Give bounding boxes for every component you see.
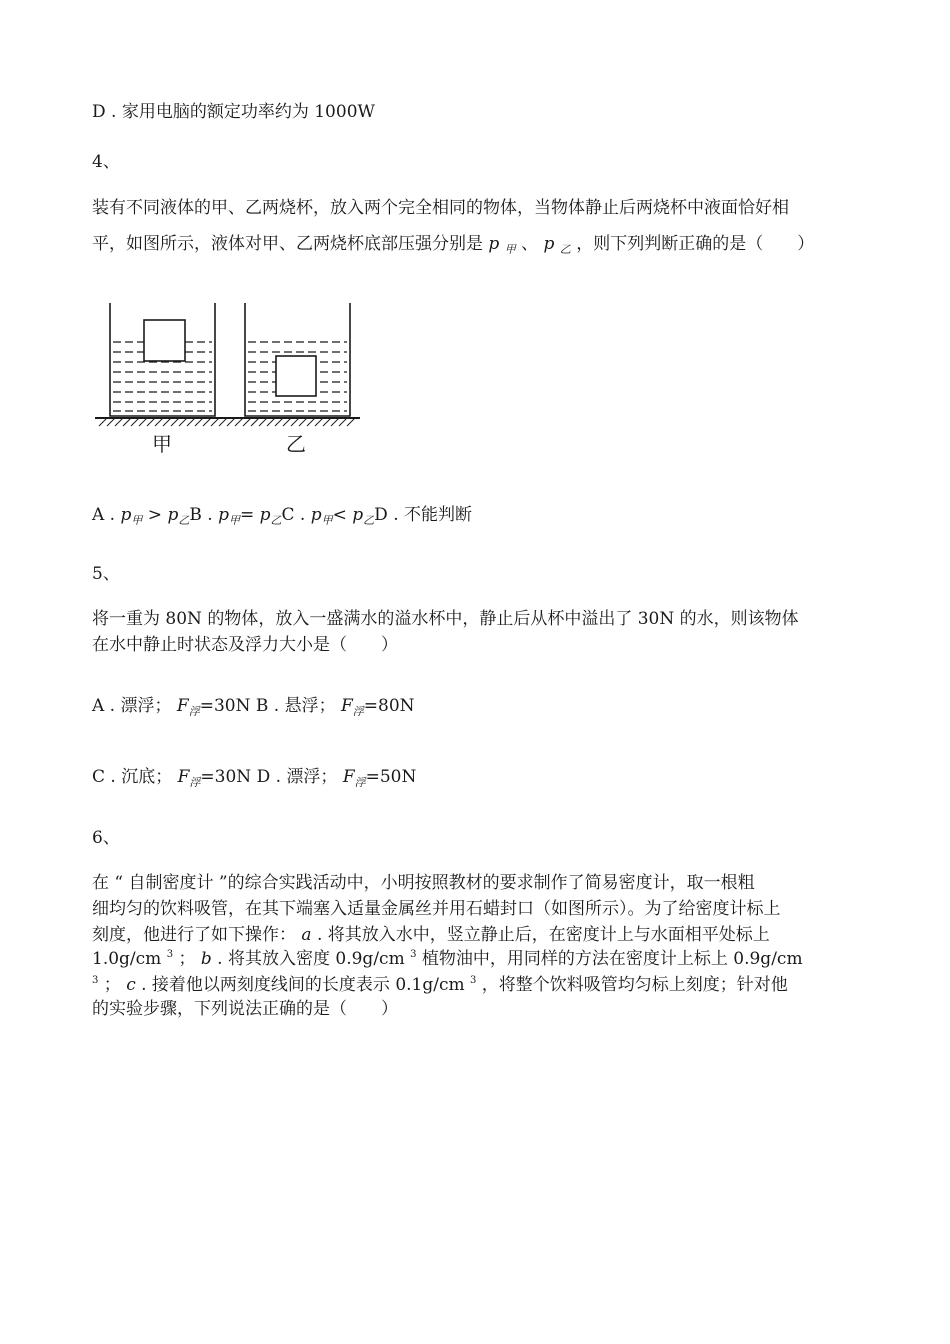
option-b-label: B .: [189, 505, 219, 525]
q5-options-ab: [92, 694, 415, 720]
option-a-label: A .: [92, 505, 121, 525]
pressure-symbol: p: [259, 505, 271, 525]
step-a-marker: a: [301, 925, 312, 945]
q5-stem-line-2: 在水中静止时状态及浮力大小是（ ）: [92, 635, 398, 655]
q5-options-cd: [92, 765, 416, 791]
superscript-3: 3: [410, 949, 417, 960]
option-c-label: C .: [281, 505, 311, 525]
relation-gt: >: [147, 505, 168, 525]
force-symbol: F: [342, 767, 355, 787]
q6-text: ；: [98, 975, 127, 995]
option-c-label: C . 沉底；: [92, 767, 178, 787]
label-yi: 乙: [286, 432, 306, 456]
superscript-3: 3: [166, 949, 174, 960]
option-a-label: A . 漂浮；: [92, 696, 177, 716]
q6-text: . 将其放入密度 0.9g/cm: [211, 949, 411, 969]
q6-line-5: [92, 973, 788, 1000]
q6-text: ；: [173, 949, 201, 969]
superscript-3: 3: [92, 975, 99, 986]
q6-line-3: [92, 923, 770, 947]
relation-eq: =: [239, 505, 260, 525]
force-symbol: F: [340, 696, 353, 716]
subscript-jia: 甲: [504, 243, 516, 256]
q6-number: 6、: [92, 828, 120, 848]
q5-number: 5、: [92, 564, 120, 584]
q4-number: 4、: [92, 152, 120, 172]
q6-text: 1.0g/cm: [92, 949, 167, 969]
option-d-value: =50N: [365, 767, 417, 787]
pressure-symbol: p: [120, 505, 132, 525]
subscript-fu: 浮: [188, 705, 200, 718]
q5-stem-line-1: 将一重为 80N 的物体，放入一盛满水的溢水杯中，静止后从杯中溢出了 30N 的水，则该物体: [92, 609, 799, 629]
pressure-symbol: p: [543, 234, 555, 254]
q4-stem-line-1: 装有不同液体的甲、乙两烧杯，放入两个完全相同的物体，当物体静止后两烧杯中液面恰好相: [92, 198, 789, 218]
superscript-3: 3: [470, 975, 477, 986]
q6-line-6: 的实验步骤，下列说法正确的是（ ）: [92, 999, 398, 1019]
pressure-symbol: p: [218, 505, 229, 525]
q4-stem-line-2: [92, 232, 814, 258]
option-d-text: D . 不能判断: [374, 505, 472, 525]
q6-line-2: 细均匀的饮料吸管，在其下端塞入适量金属丝并用石蜡封口（如图所示）。为了给密度计标上: [92, 899, 781, 919]
subscript-jia: 甲: [131, 514, 143, 527]
subscript-yi: 乙: [178, 514, 190, 527]
subscript-fu: 浮: [352, 705, 364, 718]
subscript-yi: 乙: [363, 514, 375, 527]
subscript-fu: 浮: [354, 776, 366, 789]
step-b-marker: b: [200, 949, 212, 969]
q6-text: 刻度，他进行了如下操作：: [92, 925, 302, 945]
option-b-value: =80N: [363, 696, 415, 716]
subscript-yi: 乙: [270, 514, 282, 527]
option-a-value: =30N: [199, 696, 256, 716]
label-jia: 甲: [152, 432, 172, 456]
q6-line-1: 在 “ 自制密度计 ”的综合实践活动中，小明按照教材的要求制作了简易密度计，取一根粗: [92, 873, 755, 893]
subscript-jia: 甲: [321, 514, 333, 527]
relation-lt: <: [332, 505, 353, 525]
q6-text: . 接着他以两刻度线间的长度表示 0.1g/cm: [135, 975, 471, 995]
option-c-value: =30N: [200, 767, 257, 787]
q6-text: 植物油中，用同样的方法在密度计上标上 0.9g/cm: [416, 949, 803, 969]
object-block-jia: [144, 320, 185, 361]
object-block-yi: [276, 356, 316, 396]
pressure-symbol: p: [488, 234, 500, 254]
q3-option-d: D . 家用电脑的额定功率约为 1000W: [92, 102, 375, 122]
pressure-symbol: p: [352, 505, 364, 525]
q6-text: ，将整个饮料吸管均匀标上刻度；针对他: [476, 975, 788, 995]
beakers-figure: [95, 298, 365, 463]
q4-stem-question: ，则下列判断正确的是（ ）: [576, 234, 815, 254]
option-d-label: D . 漂浮；: [256, 767, 343, 787]
subscript-fu: 浮: [189, 776, 201, 789]
subscript-yi: 乙: [559, 243, 571, 256]
q4-options: [92, 503, 472, 529]
q6-text: . 将其放入水中，竖立静止后，在密度计上与水面相平处标上: [311, 925, 770, 945]
pressure-symbol: p: [167, 505, 179, 525]
q6-line-4: [92, 947, 803, 974]
option-b-label: B . 悬浮；: [255, 696, 341, 716]
step-c-marker: c: [126, 975, 136, 995]
floor-hatching: [99, 418, 355, 426]
pressure-symbol: p: [310, 505, 322, 525]
q4-stem-text: 平，如图所示，液体对甲、乙两烧杯底部压强分别是: [92, 234, 489, 254]
subscript-jia: 甲: [228, 514, 240, 527]
separator: 、: [521, 234, 544, 254]
force-symbol: F: [177, 767, 190, 787]
force-symbol: F: [176, 696, 189, 716]
